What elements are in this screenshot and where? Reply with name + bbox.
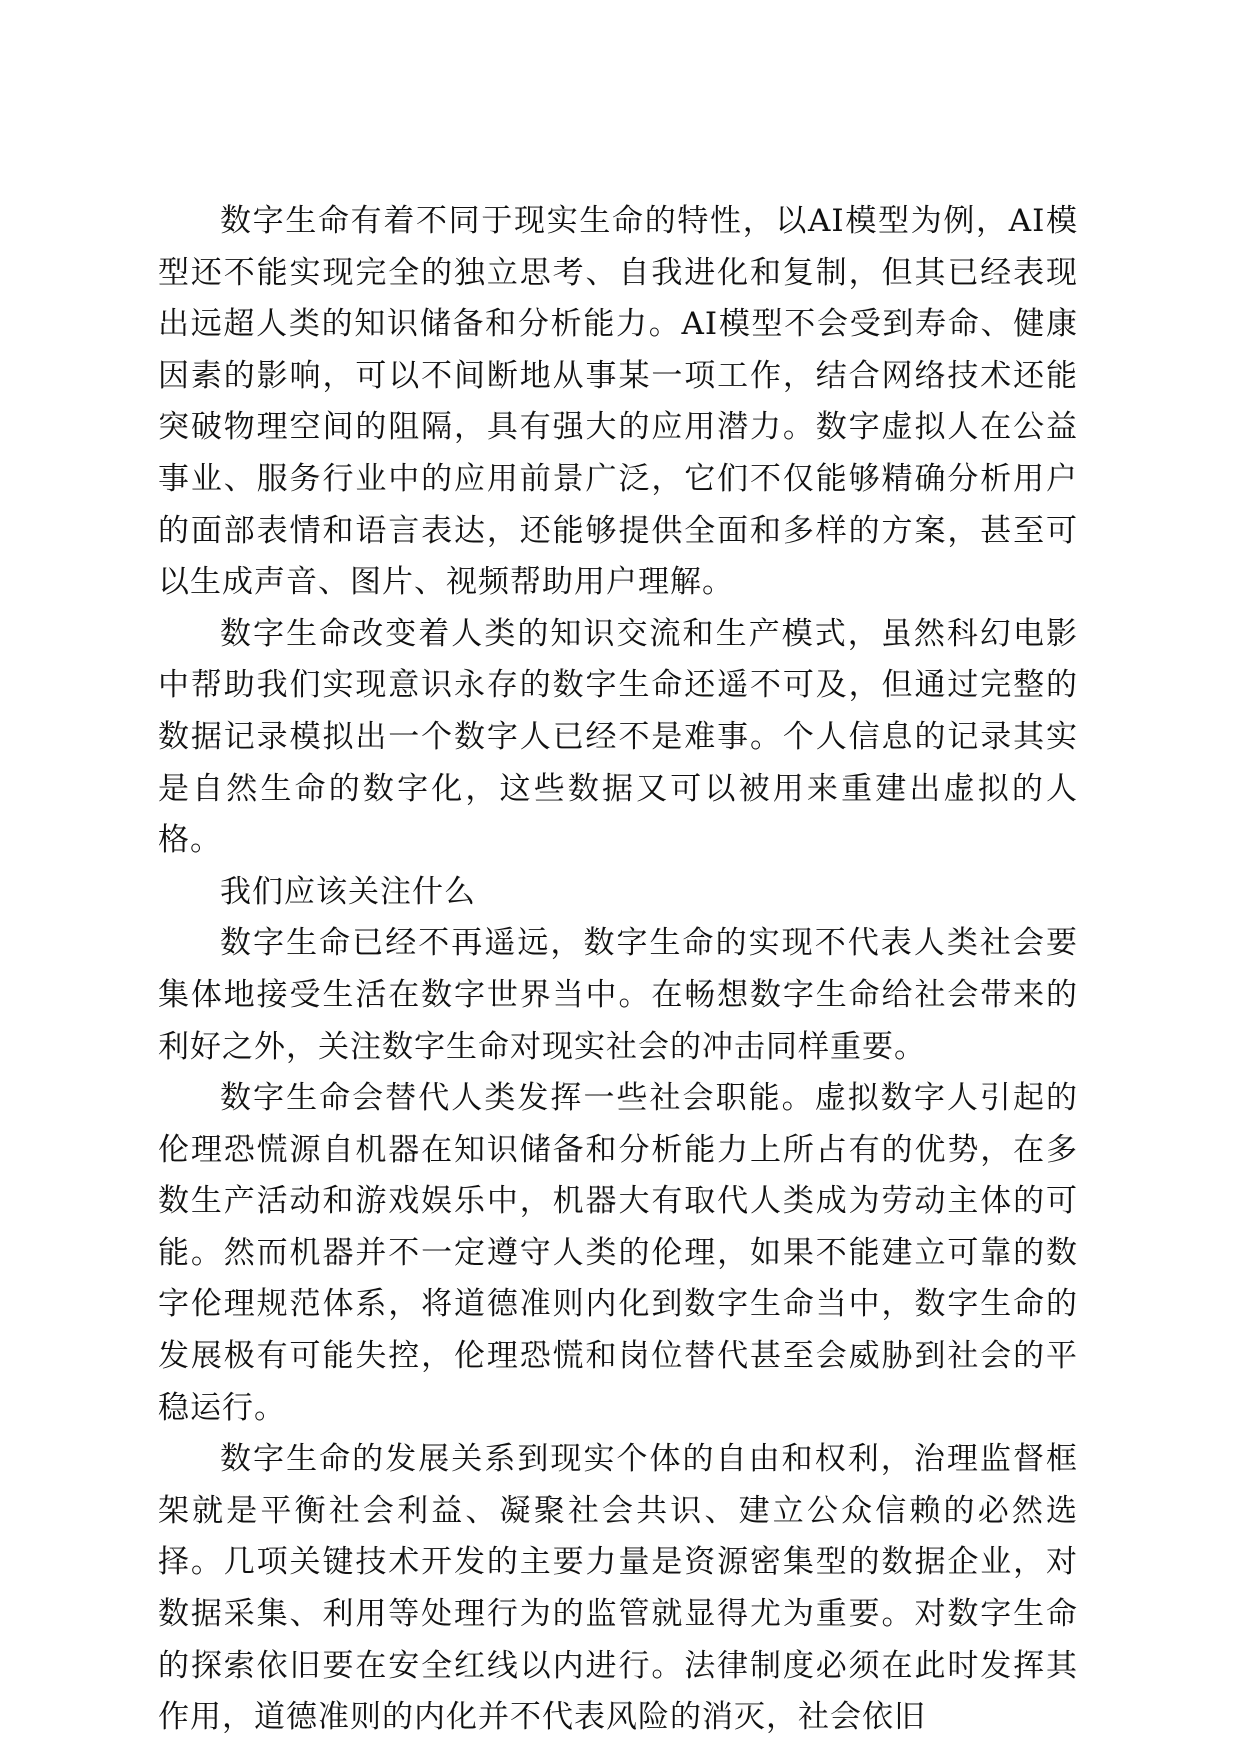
paragraph-ai-model-traits: 数字生命有着不同于现实生命的特性，以AI模型为例，AI模型还不能实现完全的独立思考、自我进化和复制，但其已经表现出远超人类的知识储备和分析能力。AI模型不会受到寿命、健康因素的影响，可以不间断地从事某一项工作，结合网络技术还能突破物理空间的阻隔，具有强大的应用潜力。数字虚拟人在公益事业、服务行业中的应用前景广泛，它们不仅能够精确分析用户的面部表情和语言表达，还能够提供全面和多样的方案，甚至可以生成声音、图片、视频帮助用户理解。 — [158, 203, 1078, 601]
document-body — [158, 196, 1078, 1744]
paragraph-not-distant: 数字生命已经不再遥远，数字生命的实现不代表人类社会要集体地接受生活在数字世界当中。在畅想数字生命给社会带来的利好之外，关注数字生命对现实社会的冲击同样重要。 — [158, 925, 1078, 1065]
paragraph-knowledge-exchange: 数字生命改变着人类的知识交流和生产模式，虽然科幻电影中帮助我们实现意识永存的数字生命还遥不可及，但通过完整的数据记录模拟出一个数字人已经不是难事。个人信息的记录其实是自然生命的数字化，这些数据又可以被用来重建出虚拟的人格。 — [158, 615, 1078, 859]
paragraph-governance: 数字生命的发展关系到现实个体的自由和权利，治理监督框架就是平衡社会利益、凝聚社会共识、建立公众信赖的必然选择。几项关键技术开发的主要力量是资源密集型的数据企业，对数据采集、利用等处理行为的监管就显得尤为重要。对数字生命的探索依旧要在安全红线以内进行。法律制度必须在此时发挥其作用，道德准则的内化并不代表风险的消灭，社会依旧 — [158, 1441, 1078, 1736]
paragraph-social-functions: 数字生命会替代人类发挥一些社会职能。虚拟数字人引起的伦理恐慌源自机器在知识储备和分析能力上所占有的优势，在多数生产活动和游戏娱乐中，机器大有取代人类成为劳动主体的可能。然而机器并不一定遵守人类的伦理，如果不能建立可靠的数字伦理规范体系，将道德准则内化到数字生命当中，数字生命的发展极有可能失控，伦理恐慌和岗位替代甚至会威胁到社会的平稳运行。 — [158, 1080, 1078, 1426]
section-heading: 我们应该关注什么 — [220, 873, 476, 910]
